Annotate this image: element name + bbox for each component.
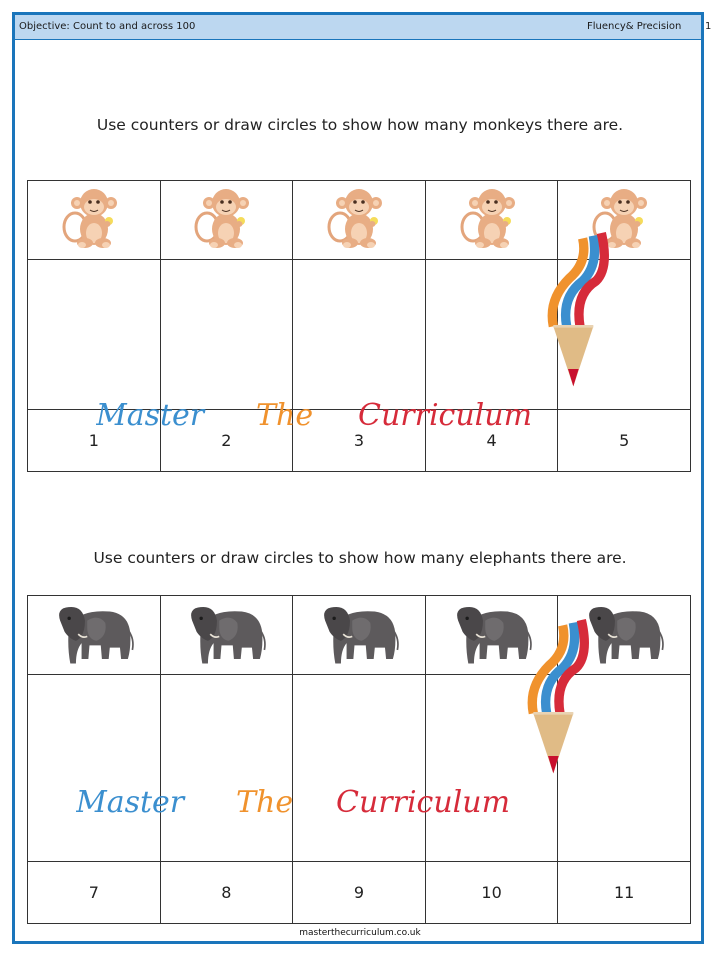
strand-label: Fluency& Precision (587, 21, 682, 32)
answer-cell[interactable] (160, 260, 293, 410)
picture-cell (160, 596, 293, 675)
answer-cell[interactable] (28, 675, 161, 862)
picture-cell (293, 596, 426, 675)
number-option[interactable]: 1 (28, 410, 161, 472)
watermark-word-master: Master (96, 398, 205, 433)
answer-cell[interactable] (425, 260, 558, 410)
elephant-icon (576, 598, 672, 668)
picture-cell (160, 181, 293, 260)
picture-cell (425, 181, 558, 260)
answer-cell[interactable] (160, 675, 293, 862)
picture-cell (425, 596, 558, 675)
elephant-grid (27, 595, 691, 924)
watermark-word-curriculum: Curriculum (358, 398, 533, 433)
picture-cell (28, 596, 161, 675)
monkey-icon (186, 183, 266, 253)
instruction-elephants: Use counters or draw circles to show how many elephants there are. (93, 549, 627, 567)
answer-row (28, 260, 691, 410)
footer-url[interactable]: masterthecurriculum.co.uk (299, 928, 421, 938)
elephant-icon (178, 598, 274, 668)
answer-cell[interactable] (558, 260, 691, 410)
picture-cell (28, 181, 161, 260)
answer-cell[interactable] (28, 260, 161, 410)
watermark-word-master: Master (76, 785, 185, 820)
number-row (28, 410, 691, 472)
number-option[interactable]: 5 (558, 410, 691, 472)
number-option[interactable]: 10 (425, 862, 558, 924)
answer-cell[interactable] (293, 260, 426, 410)
picture-cell (558, 181, 691, 260)
monkey-icon (319, 183, 399, 253)
picture-row (28, 181, 691, 260)
monkey-icon (584, 183, 664, 253)
elephant-icon (444, 598, 540, 668)
monkey-icon (54, 183, 134, 253)
number-option[interactable]: 11 (558, 862, 691, 924)
page-number: 1 (705, 21, 712, 32)
answer-row (28, 675, 691, 862)
watermark-word-the: The (256, 398, 314, 433)
picture-row (28, 596, 691, 675)
number-option[interactable]: 8 (160, 862, 293, 924)
instruction-monkeys: Use counters or draw circles to show how many monkeys there are. (96, 116, 624, 134)
picture-cell (558, 596, 691, 675)
number-row (28, 862, 691, 924)
monkey-grid (27, 180, 691, 472)
number-option[interactable]: 7 (28, 862, 161, 924)
number-option[interactable]: 3 (293, 410, 426, 472)
number-option[interactable]: 2 (160, 410, 293, 472)
watermark-word-the: The (236, 785, 294, 820)
header-bar (15, 15, 712, 40)
answer-cell[interactable] (425, 675, 558, 862)
picture-cell (293, 181, 426, 260)
number-option[interactable]: 9 (293, 862, 426, 924)
objective-label: Objective: Count to and across 100 (19, 21, 196, 32)
elephant-icon (46, 598, 142, 668)
answer-cell[interactable] (293, 675, 426, 862)
watermark-word-curriculum: Curriculum (336, 785, 511, 820)
number-option[interactable]: 4 (425, 410, 558, 472)
answer-cell[interactable] (558, 675, 691, 862)
elephant-icon (311, 598, 407, 668)
monkey-icon (452, 183, 532, 253)
